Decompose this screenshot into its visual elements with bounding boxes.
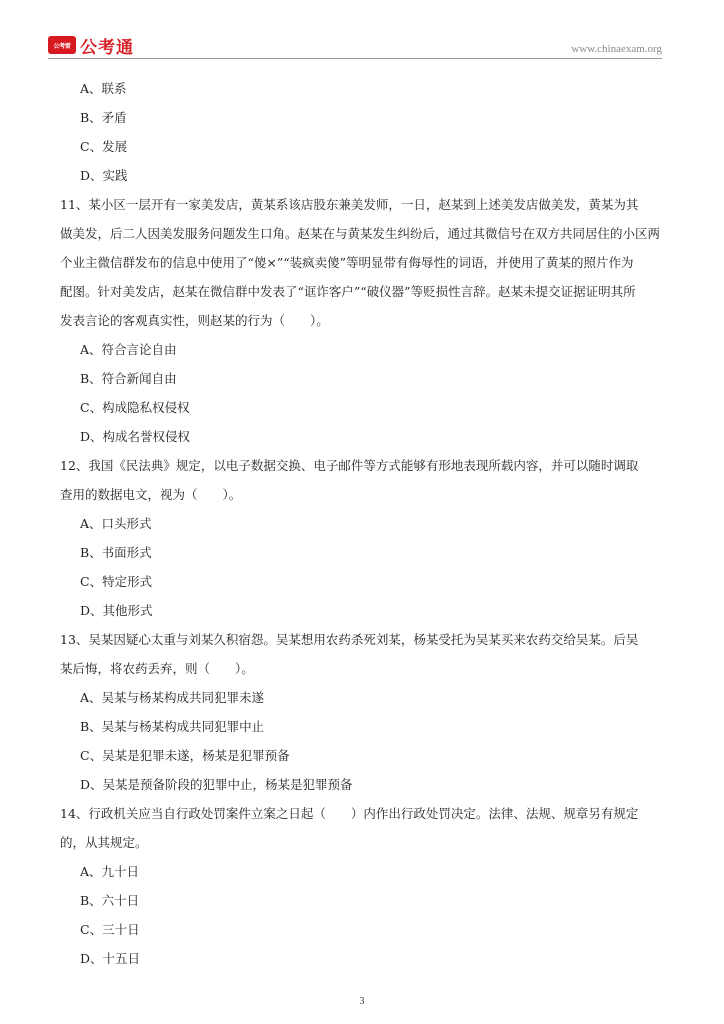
option: C、吴某是犯罪未遂，杨某是犯罪预备 xyxy=(80,748,290,763)
option: A、符合言论自由 xyxy=(80,342,177,357)
option: B、吴某与杨某构成共同犯罪中止 xyxy=(80,719,265,734)
option: D、构成名誉权侵权 xyxy=(80,429,191,444)
logo xyxy=(48,34,134,56)
question-11 xyxy=(60,190,694,451)
page-number: 3 xyxy=(359,996,365,1007)
option: C、特定形式 xyxy=(80,574,153,589)
site-url[interactable]: www.chinaexam.org xyxy=(571,43,662,55)
question-text: 个业主微信群发布的信息中使用了“傻×”“装疯卖傻”等明显带有侮辱性的词语，并使用了黄某的照片作为 xyxy=(60,255,634,270)
question-text: 11、某小区一层开有一家美发店，黄某系该店股东兼美发师，一日，赵某到上述美发店做美发，黄某为其 xyxy=(60,197,639,212)
option: A、口头形式 xyxy=(80,516,152,531)
question-text: 发表言论的客观真实性，则赵某的行为（ ）。 xyxy=(60,313,329,328)
question-text: 查用的数据电文，视为（ ）。 xyxy=(60,487,242,502)
question-text: 13、吴某因疑心太重与刘某久积宿怨。吴某想用农药杀死刘某，杨某受托为吴某买来农药交给吴某。后吴 xyxy=(60,632,639,647)
option: D、其他形式 xyxy=(80,603,153,618)
option: D、十五日 xyxy=(80,951,141,966)
page-header xyxy=(48,34,662,58)
question-text: 14、行政机关应当自行政处罚案件立案之日起（ ）内作出行政处罚决定。法律、法规、规章另有规定 xyxy=(60,806,639,821)
option: C、发展 xyxy=(80,139,128,154)
question-14 xyxy=(60,799,694,973)
option: A、联系 xyxy=(80,81,127,96)
option: D、实践 xyxy=(80,168,128,183)
question-text: 某后悔，将农药丢弃，则（ ）。 xyxy=(60,661,254,676)
option: B、矛盾 xyxy=(80,110,127,125)
option: B、书面形式 xyxy=(80,545,152,560)
logo-badge-icon: 公考雷 xyxy=(48,36,76,54)
question-text: 做美发，后二人因美发服务问题发生口角。赵某在与黄某发生纠纷后，通过其微信号在双方共同居住的小区两 xyxy=(60,226,661,241)
option: B、符合新闻自由 xyxy=(80,371,177,386)
option: C、构成隐私权侵权 xyxy=(80,400,190,415)
option: D、吴某是预备阶段的犯罪中止，杨某是犯罪预备 xyxy=(80,777,353,792)
option: C、三十日 xyxy=(80,922,140,937)
question-text: 12、我国《民法典》规定，以电子数据交换、电子邮件等方式能够有形地表现所载内容，并可以随时调取 xyxy=(60,458,639,473)
question-13 xyxy=(60,625,694,799)
question-text: 配图。针对美发店，赵某在微信群中发表了“诓诈客户”“破仪器”等贬损性言辞。赵某未提交证据证明其所 xyxy=(60,284,636,299)
document-body xyxy=(60,74,694,973)
question-12 xyxy=(60,451,694,625)
option: A、九十日 xyxy=(80,864,140,879)
logo-text: 公考通 xyxy=(80,37,134,58)
question-text: 的，从其规定。 xyxy=(60,835,148,850)
option: B、六十日 xyxy=(80,893,140,908)
option: A、吴某与杨某构成共同犯罪未遂 xyxy=(80,690,265,705)
header-divider xyxy=(48,58,662,59)
